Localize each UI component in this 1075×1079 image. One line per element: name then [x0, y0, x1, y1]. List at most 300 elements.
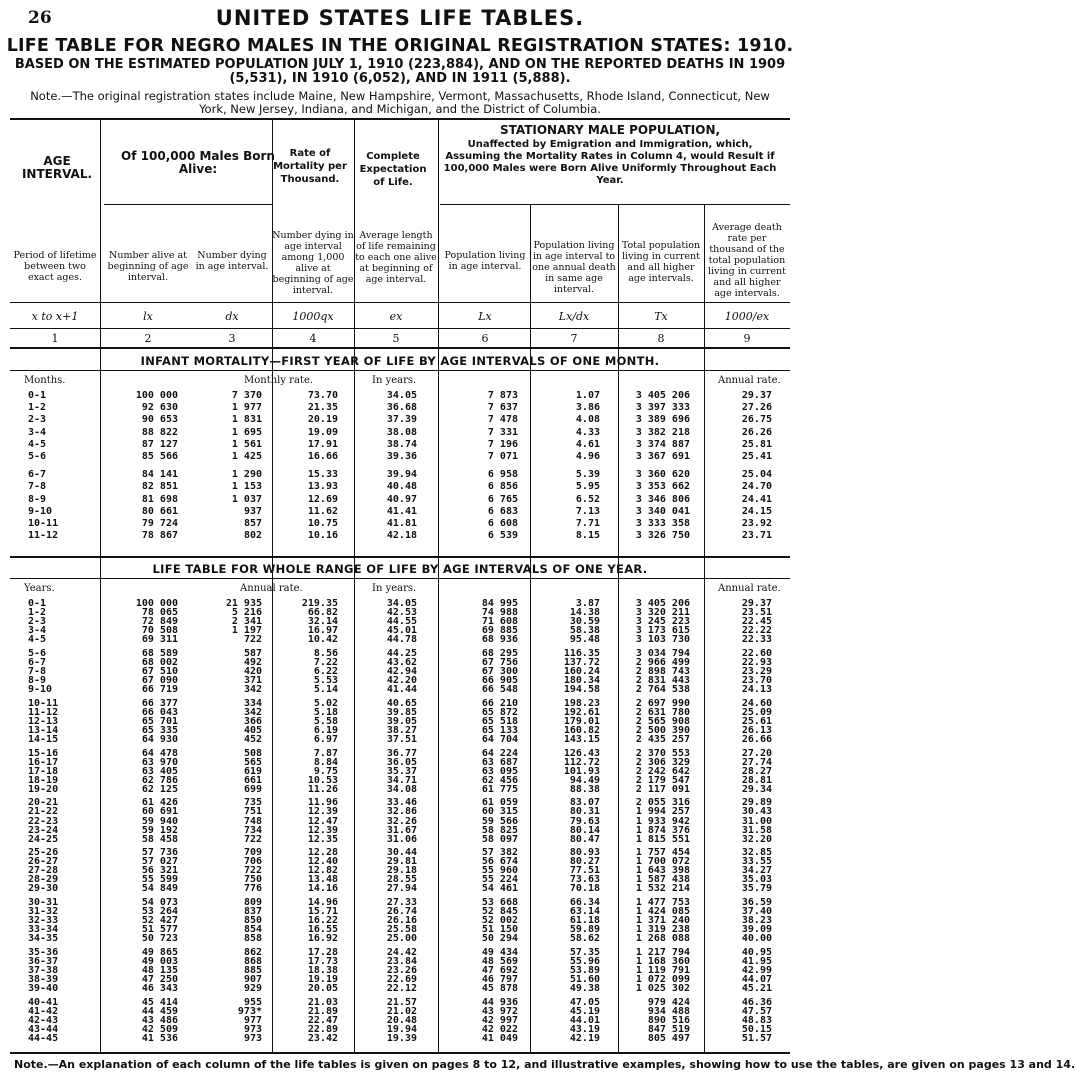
- cell-Ld: 44.01: [569, 1014, 600, 1026]
- cell-d: 709: [243, 847, 262, 859]
- cell-d: 508: [243, 747, 262, 759]
- cell-d: 802: [243, 530, 262, 542]
- cell-Ld: 58.62: [569, 933, 600, 945]
- vrule: [272, 118, 273, 1052]
- cell-e: 37.39: [386, 414, 417, 426]
- cell-d: 1 695: [231, 426, 262, 438]
- cell-T: 2 370 553: [635, 747, 690, 759]
- cell-T: 2 898 743: [635, 665, 690, 677]
- cell-age: 4-5: [28, 438, 47, 450]
- cell-T: 1 994 257: [635, 806, 690, 818]
- cell-Ld: 160.24: [563, 665, 600, 677]
- cell-q: 17.73: [307, 956, 338, 967]
- cell-r: 28.81: [741, 774, 772, 786]
- cell-r: 24.15: [741, 505, 772, 517]
- cell-q: 7.22: [313, 656, 338, 668]
- cell-e: 29.81: [386, 856, 417, 868]
- cell-age: 17-18: [28, 765, 59, 777]
- cell-L: 42 022: [481, 1023, 518, 1035]
- cell-q: 12.28: [307, 847, 338, 859]
- cell-r: 40.95: [741, 946, 772, 958]
- cell-r: 37.40: [741, 906, 772, 918]
- cell-Ld: 194.58: [563, 684, 600, 696]
- cell-Ld: 137.72: [563, 656, 600, 668]
- cell-d: 7 370: [231, 390, 262, 401]
- cell-Ld: 66.34: [569, 897, 600, 909]
- cell-L: 58 097: [481, 833, 518, 845]
- cell-Ld: 198.23: [563, 697, 600, 709]
- cell-Ld: 143.15: [563, 733, 600, 745]
- cell-e: 28.55: [386, 874, 417, 886]
- cell-d: 587: [243, 647, 262, 659]
- cell-L: 48 569: [481, 956, 518, 967]
- cell-Ld: 4.96: [575, 451, 600, 462]
- cell-age: 8-9: [28, 675, 47, 686]
- cell-d: 907: [243, 974, 262, 986]
- col-alive-head: Of 100,000 Males Born Alive:: [121, 149, 275, 176]
- cell-age: 2-3: [28, 616, 47, 628]
- cell-L: 61 059: [481, 797, 518, 809]
- cell-T: 979 424: [647, 996, 690, 1008]
- cell-r: 32.85: [741, 847, 772, 859]
- cell-T: 3 326 750: [635, 530, 690, 542]
- cell-L: 64 704: [481, 733, 518, 745]
- cell-age: 16-17: [28, 756, 59, 768]
- cell-q: 13.93: [307, 481, 338, 493]
- cell-l: 46 343: [141, 983, 178, 995]
- cell-r: 24.60: [741, 697, 772, 709]
- cell-L: 52 845: [481, 906, 518, 918]
- cell-e: 44.78: [386, 634, 417, 646]
- cell-q: 12.82: [307, 865, 338, 877]
- cell-T: 2 055 316: [635, 797, 690, 809]
- cell-T: 2 764 538: [635, 684, 690, 696]
- cell-q: 10.16: [307, 530, 338, 542]
- bottom-note: Note.—An explanation of each column of the life tables is given on pages 8 to 12, and illustrative examples, showing how to use the tables, are given on pages 13 and 14.: [14, 1058, 1075, 1071]
- stationary-head: STATIONARY MALE POPULATION,: [499, 123, 721, 137]
- infant-heading: INFANT MORTALITY—FIRST YEAR OF LIFE BY AGE INTERVALS OF ONE MONTH.: [140, 354, 660, 368]
- col-age-sub: Period of lifetime between two exact ages.: [13, 250, 97, 283]
- cell-age: 0-1: [28, 598, 47, 609]
- cell-d: 1 425: [231, 451, 262, 462]
- cell-T: 3 405 206: [635, 390, 690, 401]
- cell-Ld: 80.14: [569, 824, 600, 836]
- cell-r: 25.09: [741, 706, 772, 718]
- cell-d: 955: [243, 996, 262, 1008]
- cell-e: 40.65: [386, 697, 417, 709]
- cell-d: 2 341: [231, 616, 262, 628]
- cell-age: 3-4: [28, 426, 47, 438]
- cell-e: 30.44: [386, 847, 417, 859]
- cell-Ld: 3.87: [575, 598, 600, 609]
- cell-T: 3 389 696: [635, 414, 690, 426]
- cell-q: 10.75: [307, 518, 338, 529]
- cell-q: 22.47: [307, 1014, 338, 1026]
- cell-r: 24.41: [741, 493, 772, 505]
- table-row: [10, 530, 790, 543]
- cell-r: 23.29: [741, 665, 772, 677]
- cell-d: 1 977: [231, 402, 262, 414]
- rule-infant: [10, 370, 790, 371]
- cell-q: 17.28: [307, 946, 338, 958]
- cell-L: 68 936: [481, 634, 518, 646]
- rule-whole: [10, 578, 790, 579]
- cell-L: 66 548: [481, 684, 518, 696]
- cell-q: 12.47: [307, 815, 338, 827]
- cell-r: 29.89: [741, 797, 772, 809]
- cell-d: 699: [243, 783, 262, 795]
- cell-r: 45.21: [741, 983, 772, 995]
- cell-q: 17.91: [307, 438, 338, 450]
- cell-age: 42-43: [28, 1014, 59, 1026]
- rule-symbols: [10, 302, 790, 303]
- cell-L: 65 518: [481, 715, 518, 727]
- cell-l: 57 027: [141, 856, 178, 868]
- cell-age: 5-6: [28, 451, 47, 462]
- cell-d: 722: [243, 865, 262, 877]
- cell-q: 13.48: [307, 874, 338, 886]
- cell-e: 35.37: [386, 765, 417, 777]
- cell-Ld: 8.15: [575, 530, 600, 542]
- cell-age: 2-3: [28, 414, 47, 426]
- cell-Ld: 53.89: [569, 965, 600, 977]
- cell-Ld: 49.38: [569, 983, 600, 995]
- cell-T: 3 353 662: [635, 481, 690, 493]
- cell-d: 885: [243, 965, 262, 977]
- cell-L: 55 960: [481, 865, 518, 877]
- cell-L: 6 683: [487, 505, 518, 517]
- table-row: [10, 518, 790, 531]
- whole-years-label: Years.: [24, 583, 55, 594]
- cell-d: 1 831: [231, 414, 262, 426]
- cell-d: 750: [243, 874, 262, 886]
- cell-r: 22.45: [741, 616, 772, 628]
- cell-e: 39.05: [386, 715, 417, 727]
- cell-r: 32.20: [741, 833, 772, 845]
- cell-d: 929: [243, 983, 262, 995]
- cell-L: 7 071: [487, 451, 518, 462]
- cell-Ld: 126.43: [563, 747, 600, 759]
- cell-age: 34-35: [28, 933, 59, 945]
- cell-T: 3 382 218: [635, 426, 690, 438]
- whole-table-body: [10, 598, 790, 1048]
- cell-e: 42.20: [386, 675, 417, 686]
- cell-d: 722: [243, 833, 262, 845]
- cell-q: 12.39: [307, 824, 338, 836]
- cell-age: 6-7: [28, 656, 47, 668]
- table-row: [10, 684, 790, 697]
- cell-q: 73.70: [307, 390, 338, 401]
- cell-d: 342: [243, 706, 262, 718]
- cell-l: 44 459: [141, 1005, 178, 1017]
- cell-r: 25.41: [741, 451, 772, 462]
- cell-T: 934 488: [647, 1005, 690, 1017]
- rule-sub1: [104, 204, 272, 205]
- cell-T: 3 173 615: [635, 625, 690, 637]
- cell-e: 22.12: [386, 983, 417, 995]
- cell-Ld: 192.61: [563, 706, 600, 718]
- cell-age: 7-8: [28, 481, 47, 493]
- cell-e: 41.81: [386, 518, 417, 529]
- cell-l: 62 786: [141, 774, 178, 786]
- cell-age: 41-42: [28, 1005, 59, 1017]
- cell-r: 31.58: [741, 824, 772, 836]
- cell-T: 1 643 398: [635, 865, 690, 877]
- rule-sub2: [440, 204, 790, 205]
- cell-r: 33.55: [741, 856, 772, 868]
- cell-e: 25.00: [386, 933, 417, 945]
- cell-q: 5.53: [313, 675, 338, 686]
- cell-age: 11-12: [28, 530, 59, 542]
- cell-Ld: 73.63: [569, 874, 600, 886]
- top-note: Note.—The original registration states include Maine, New Hampshire, Vermont, Massachusetts, Rhode Island, Connecticut, New York, New Jersey, Indiana, and Michigan, and the District of Columbia.: [30, 89, 770, 116]
- cell-T: 3 397 333: [635, 402, 690, 414]
- cell-r: 35.03: [741, 874, 772, 886]
- header-top-rule: [10, 118, 790, 120]
- page-number: 26: [28, 8, 52, 28]
- cell-e: 36.05: [386, 756, 417, 768]
- cell-l: 43 486: [141, 1014, 178, 1026]
- cell-q: 14.96: [307, 897, 338, 909]
- cell-L: 54 461: [481, 883, 518, 895]
- colnum-9: 9: [743, 332, 751, 345]
- cell-l: 80 661: [141, 505, 178, 517]
- cell-q: 11.96: [307, 797, 338, 809]
- cell-q: 15.71: [307, 906, 338, 918]
- cell-age: 36-37: [28, 956, 59, 967]
- colnum-3: 3: [228, 332, 236, 345]
- cell-L: 66 905: [481, 675, 518, 686]
- cell-L: 6 539: [487, 530, 518, 542]
- cell-r: 42.99: [741, 965, 772, 977]
- cell-r: 22.22: [741, 625, 772, 637]
- cell-r: 29.34: [741, 783, 772, 795]
- cell-Ld: 179.01: [563, 715, 600, 727]
- cell-age: 1-2: [28, 402, 47, 414]
- cell-age: 6-7: [28, 469, 47, 481]
- col-pop-sub: Population living in age interval.: [444, 250, 526, 272]
- cell-age: 14-15: [28, 733, 59, 745]
- cell-q: 219.35: [301, 598, 338, 609]
- cell-age: 43-44: [28, 1023, 59, 1035]
- cell-T: 3 034 794: [635, 647, 690, 659]
- cell-l: 85 566: [141, 451, 178, 462]
- cell-l: 63 405: [141, 765, 178, 777]
- cell-e: 19.39: [386, 1033, 417, 1044]
- cell-d: 735: [243, 797, 262, 809]
- cell-e: 32.26: [386, 815, 417, 827]
- cell-Ld: 112.72: [563, 756, 600, 768]
- cell-Ld: 160.82: [563, 724, 600, 736]
- cell-l: 57 736: [141, 847, 178, 859]
- cell-Ld: 4.08: [575, 414, 600, 426]
- cell-l: 54 073: [141, 897, 178, 909]
- cell-r: 27.26: [741, 402, 772, 414]
- cell-T: 2 565 908: [635, 715, 690, 727]
- cell-L: 55 224: [481, 874, 518, 886]
- cell-r: 36.59: [741, 897, 772, 909]
- cell-q: 32.14: [307, 616, 338, 628]
- sym-total: Tx: [654, 310, 668, 323]
- colnum-2: 2: [144, 332, 152, 345]
- cell-l: 48 135: [141, 965, 178, 977]
- cell-d: 973*: [237, 1005, 262, 1017]
- cell-e: 42.94: [386, 665, 417, 677]
- vrule: [354, 118, 355, 1052]
- cell-d: 973: [243, 1033, 262, 1044]
- cell-Ld: 1.07: [575, 390, 600, 401]
- cell-age: 40-41: [28, 996, 59, 1008]
- cell-age: 1-2: [28, 607, 47, 619]
- cell-L: 47 692: [481, 965, 518, 977]
- cell-T: 3 360 620: [635, 469, 690, 481]
- vrule: [530, 204, 531, 1052]
- cell-d: 776: [243, 883, 262, 895]
- cell-l: 64 930: [141, 733, 178, 745]
- cell-q: 16.55: [307, 924, 338, 936]
- cell-age: 12-13: [28, 715, 59, 727]
- cell-d: 334: [243, 697, 262, 709]
- cell-d: 706: [243, 856, 262, 868]
- cell-Ld: 47.05: [569, 996, 600, 1008]
- cell-q: 5.14: [313, 684, 338, 696]
- table-subtitle: BASED ON THE ESTIMATED POPULATION JULY 1, 1910 (223,884), AND ON THE REPORTED DEATHS IN 1909 (5,531), IN 1910 (6,052), AND IN 1911 (5,888).: [14, 57, 786, 86]
- cell-age: 13-14: [28, 724, 59, 736]
- cell-Ld: 83.07: [569, 797, 600, 809]
- cell-e: 44.25: [386, 647, 417, 659]
- cell-T: 3 320 211: [635, 607, 690, 619]
- cell-T: 1 168 360: [635, 956, 690, 967]
- cell-l: 59 940: [141, 815, 178, 827]
- cell-d: 977: [243, 1014, 262, 1026]
- cell-d: 619: [243, 765, 262, 777]
- cell-r: 35.79: [741, 883, 772, 895]
- cell-e: 34.08: [386, 783, 417, 795]
- colnum-8: 8: [657, 332, 665, 345]
- cell-T: 1 933 942: [635, 815, 690, 827]
- cell-age: 10-11: [28, 697, 59, 709]
- stationary-subhead: Unaffected by Emigration and Immigration, which, Assuming the Mortality Rates in Column 4, would Result if 100,000 Males were Born Alive Uniformly Throughout Each Year.: [443, 139, 777, 186]
- cell-Ld: 7.13: [575, 505, 600, 517]
- cell-r: 30.43: [741, 806, 772, 818]
- cell-r: 34.27: [741, 865, 772, 877]
- cell-d: 661: [243, 774, 262, 786]
- whole-inyears-label: In years.: [372, 583, 417, 594]
- cell-T: 1 757 454: [635, 847, 690, 859]
- cell-r: 46.36: [741, 996, 772, 1008]
- cell-q: 12.39: [307, 806, 338, 818]
- sym-popper: Lx/dx: [558, 310, 590, 323]
- cell-age: 35-36: [28, 946, 59, 958]
- table-row: [10, 834, 790, 847]
- cell-L: 63 095: [481, 765, 518, 777]
- cell-d: 868: [243, 956, 262, 967]
- rule-header-bottom: [10, 347, 790, 349]
- cell-l: 72 849: [141, 616, 178, 628]
- table-row: [10, 494, 790, 507]
- cell-r: 24.13: [741, 684, 772, 696]
- cell-r: 47.57: [741, 1005, 772, 1017]
- cell-L: 74 988: [481, 607, 518, 619]
- cell-Ld: 3.86: [575, 402, 600, 414]
- cell-L: 69 885: [481, 625, 518, 637]
- cell-Ld: 88.38: [569, 783, 600, 795]
- cell-e: 27.33: [386, 897, 417, 909]
- cell-d: 850: [243, 915, 262, 927]
- cell-e: 32.86: [386, 806, 417, 818]
- cell-r: 26.75: [741, 414, 772, 426]
- cell-e: 36.68: [386, 402, 417, 414]
- cell-r: 23.70: [741, 675, 772, 686]
- cell-T: 2 179 547: [635, 774, 690, 786]
- cell-T: 1 815 551: [635, 833, 690, 845]
- vrule: [704, 204, 705, 1052]
- cell-q: 5.58: [313, 715, 338, 727]
- cell-L: 56 674: [481, 856, 518, 868]
- table-row: [10, 634, 790, 647]
- cell-l: 56 321: [141, 865, 178, 877]
- cell-q: 5.02: [313, 697, 338, 709]
- cell-Ld: 80.27: [569, 856, 600, 868]
- cell-L: 6 765: [487, 493, 518, 505]
- cell-e: 42.18: [386, 530, 417, 542]
- cell-d: 937: [243, 505, 262, 517]
- table-row: [10, 983, 790, 996]
- cell-d: 858: [243, 933, 262, 945]
- cell-l: 58 458: [141, 833, 178, 845]
- cell-d: 734: [243, 824, 262, 836]
- cell-Ld: 4.61: [575, 438, 600, 450]
- cell-d: 862: [243, 946, 262, 958]
- cell-T: 2 831 443: [635, 675, 690, 686]
- cell-l: 78 065: [141, 607, 178, 619]
- cell-e: 45.01: [386, 625, 417, 637]
- whole-heading: LIFE TABLE FOR WHOLE RANGE OF LIFE BY AGE INTERVALS OF ONE YEAR.: [152, 562, 648, 576]
- cell-Ld: 61.18: [569, 915, 600, 927]
- cell-e: 31.67: [386, 824, 417, 836]
- cell-T: 3 374 887: [635, 438, 690, 450]
- cell-l: 47 250: [141, 974, 178, 986]
- cell-e: 21.02: [386, 1005, 417, 1017]
- infant-annual-label: Annual rate.: [718, 375, 781, 386]
- cell-T: 1 217 794: [635, 946, 690, 958]
- sym-rate: 1000qx: [292, 310, 334, 323]
- cell-e: 37.51: [386, 733, 417, 745]
- table-row: [10, 734, 790, 747]
- cell-Ld: 4.33: [575, 426, 600, 438]
- cell-e: 36.77: [386, 747, 417, 759]
- cell-r: 24.70: [741, 481, 772, 493]
- cell-l: 81 698: [141, 493, 178, 505]
- cell-L: 7 331: [487, 426, 518, 438]
- col-deathrate-sub: Average death rate per thousand of the total population living in current and all higher age intervals.: [708, 222, 786, 299]
- cell-age: 28-29: [28, 874, 59, 886]
- cell-q: 11.26: [307, 783, 338, 795]
- cell-d: 751: [243, 806, 262, 818]
- cell-T: 2 697 990: [635, 697, 690, 709]
- cell-age: 39-40: [28, 983, 59, 995]
- cell-Ld: 42.19: [569, 1033, 600, 1044]
- cell-q: 8.84: [313, 756, 338, 768]
- cell-l: 50 723: [141, 933, 178, 945]
- cell-l: 78 867: [141, 530, 178, 542]
- cell-T: 2 500 390: [635, 724, 690, 736]
- cell-d: 342: [243, 684, 262, 696]
- cell-Ld: 79.63: [569, 815, 600, 827]
- cell-L: 64 224: [481, 747, 518, 759]
- cell-T: 1 700 072: [635, 856, 690, 868]
- cell-Ld: 55.96: [569, 956, 600, 967]
